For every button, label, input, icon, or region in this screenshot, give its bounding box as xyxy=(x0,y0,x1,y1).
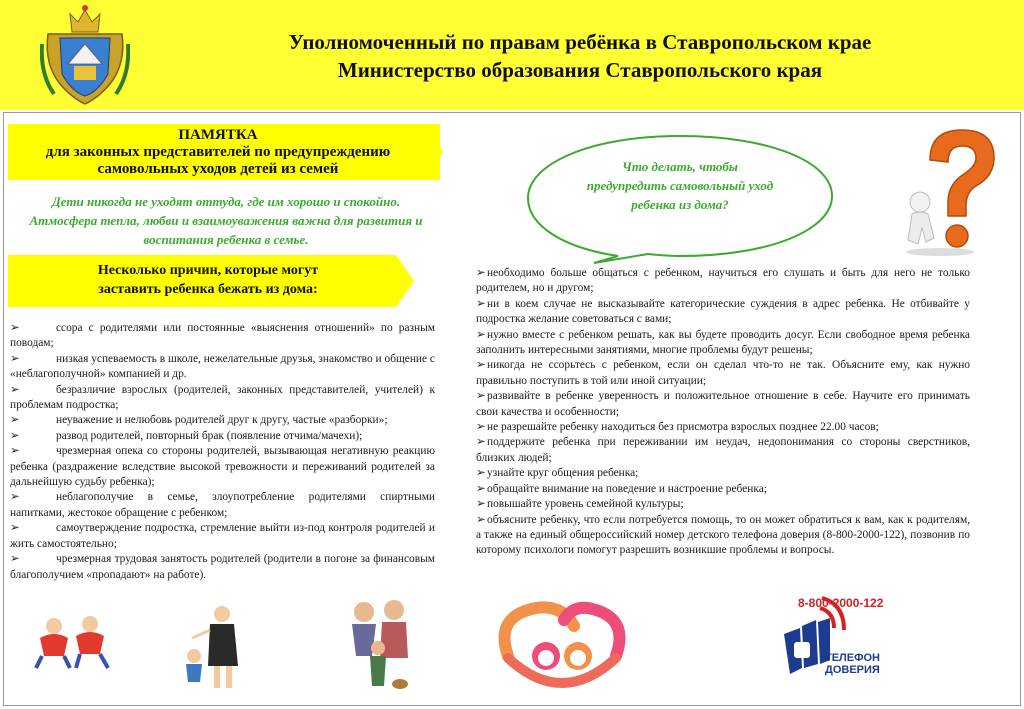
header-banner xyxy=(0,0,1024,110)
bullet-arrow-icon: ➢ xyxy=(10,522,20,535)
reasons-heading-line-1: Несколько причин, которые могут xyxy=(97,263,319,278)
list-item: ➢объясните ребенку, что если потребуется помощь, то он может обратиться к вам, как к родителям, а также на единый общероссийский номер детского телефона доверия (8-800-2000-122), позвонив по которому психологи помогут разрешить возникшие проблемы и вопросы. xyxy=(476,513,970,557)
hotline-line-1: ТЕЛЕФОН xyxy=(825,652,880,664)
memo-title xyxy=(8,124,428,178)
bullet-arrow-icon: ➢ xyxy=(476,359,486,372)
hotline-number: 8-800-2000-122 xyxy=(798,596,884,610)
list-item: ➢повышайте уровень семейной культуры; xyxy=(476,497,970,512)
list-item: ➢ чрезмерная трудовая занятость родителей (родители в погоне за финансовым благополучием «пропадают» на работе). xyxy=(10,553,435,581)
telephone-hand-icon xyxy=(780,594,890,702)
intro-line-3: воспитания ребенка в семье. xyxy=(143,232,309,247)
header-line-1: Уполномоченный по правам ребёнка в Ставропольском крае xyxy=(288,30,872,54)
bullet-arrow-icon: ➢ xyxy=(476,467,486,480)
memo-line-2: для законных представителей по предупреждению xyxy=(45,144,391,160)
family-heart-illustration xyxy=(488,596,636,698)
memo-banner xyxy=(8,124,440,180)
coat-of-arms-icon xyxy=(40,4,130,106)
intro-line-1: Дети никогда не уходят оттуда, где им хорошо и спокойно. xyxy=(51,194,401,209)
reasons-heading xyxy=(28,261,388,299)
list-item: ➢не разрешайте ребенку находиться без присмотра взрослых позднее 22.00 часов; xyxy=(476,420,970,435)
bubble-line-3: ребенка из дома? xyxy=(631,197,729,212)
list-item: ➢поддержите ребенка при переживании им неудач, недопонимания со стороны сверстников, близких людей; xyxy=(476,436,970,464)
reasons-list xyxy=(10,321,435,583)
bullet-arrow-icon: ➢ xyxy=(10,322,20,334)
advice-list xyxy=(476,266,970,559)
list-item: ➢обращайте внимание на поведение и настроение ребенка; xyxy=(476,482,970,497)
memo-line-3: самовольных уходов детей из семей xyxy=(97,161,339,177)
hotline-line-2: ДОВЕРИЯ xyxy=(825,664,880,676)
bullet-arrow-icon: ➢ xyxy=(10,553,20,566)
list-item: ➢ чрезмерная опека со стороны родителей, вызывающая негативную реакцию ребенка (раздражение вследствие высокой тревожности и переживаний родителей за дальнейшую судьбу ребенка); xyxy=(10,445,435,489)
list-item: ➢ни в коем случае не высказывайте категорические суждения в адрес ребенка. Не отбивайте у подростка желание советоваться с вами; xyxy=(476,297,970,326)
parent-scolding-child-illustration xyxy=(180,604,248,690)
question-mark-figure-icon xyxy=(890,120,1010,260)
header-title xyxy=(150,28,1010,84)
bullet-arrow-icon: ➢ xyxy=(10,491,20,504)
sad-family-illustration xyxy=(342,596,414,692)
bullet-arrow-icon: ➢ xyxy=(10,383,20,396)
list-item: ➢ низкая успеваемость в школе, нежелательные друзья, знакомство и общение с «неблагополучной» компанией и др. xyxy=(10,352,435,381)
bullet-arrow-icon: ➢ xyxy=(10,429,20,442)
children-playing-illustration xyxy=(34,612,112,670)
header-line-2: Министерство образования Ставропольского края xyxy=(337,58,823,82)
list-item: ➢развивайте в ребенке уверенность и положительное отношение в себе. Научите его принимать свои качества и особенности; xyxy=(476,390,970,418)
bubble-line-2: предупредить самовольный уход xyxy=(586,178,774,193)
memo-arrow xyxy=(432,124,442,180)
bullet-arrow-icon: ➢ xyxy=(476,421,486,434)
bullet-arrow-icon: ➢ xyxy=(476,482,486,495)
reasons-arrow xyxy=(396,255,414,307)
list-item: ➢ безразличие взрослых (родителей, законных представителей, учителей) к проблемам подростка; xyxy=(10,383,435,412)
bubble-line-1: Что делать, чтобы xyxy=(622,159,738,174)
list-item: ➢ самоутверждение подростка, стремление выйти из-под контроля родителей и жить самостоятельно; xyxy=(10,522,435,550)
hotline-label xyxy=(825,652,880,676)
bullet-arrow-icon: ➢ xyxy=(476,390,486,403)
bullet-arrow-icon: ➢ xyxy=(476,498,486,511)
list-item: ➢необходимо больше общаться с ребенком, научиться его слушать и быть для него не только родителем, но и другом; xyxy=(476,267,970,295)
list-item: ➢ неблагополучие в семье, злоупотребление родителями спиртными напитками, жестокое обращение с ребенком; xyxy=(10,491,435,519)
reasons-banner xyxy=(8,255,396,307)
intro-text xyxy=(14,192,438,249)
list-item: ➢никогда не ссорьтесь с ребенком, если он сделал что-то не так. Объясните ему, как нужно правильно поступить в той или иной ситуации; xyxy=(476,359,970,387)
list-item: ➢ развод родителей, повторный брак (появление отчима/мачехи); xyxy=(10,429,435,444)
list-item: ➢узнайте круг общения ребенка; xyxy=(476,466,970,481)
memo-line-1: ПАМЯТКА xyxy=(178,127,258,143)
list-item: ➢ ссора с родителями или постоянные «выяснения отношений» по разным поводам; xyxy=(10,322,435,350)
bullet-arrow-icon: ➢ xyxy=(10,414,20,427)
list-item: ➢нужно вместе с ребенком решать, как вы будете проводить досуг. Если свободное время ребенка заполнить интересными занятиями, многие проблемы будут решены; xyxy=(476,328,970,357)
bullet-arrow-icon: ➢ xyxy=(10,352,20,365)
bullet-arrow-icon: ➢ xyxy=(476,513,486,526)
bullet-arrow-icon: ➢ xyxy=(476,328,486,341)
bubble-question xyxy=(560,157,800,214)
bullet-arrow-icon: ➢ xyxy=(10,445,20,458)
bullet-arrow-icon: ➢ xyxy=(476,297,486,310)
bullet-arrow-icon: ➢ xyxy=(476,267,486,279)
bullet-arrow-icon: ➢ xyxy=(476,436,486,449)
reasons-heading-line-2: заставить ребенка бежать из дома: xyxy=(98,282,318,297)
list-item: ➢ неуважение и нелюбовь родителей друг к другу, частые «разборки»; xyxy=(10,413,435,428)
intro-line-2: Атмосфера тепла, любви и взаимоуважения важна для развития и xyxy=(29,213,423,228)
